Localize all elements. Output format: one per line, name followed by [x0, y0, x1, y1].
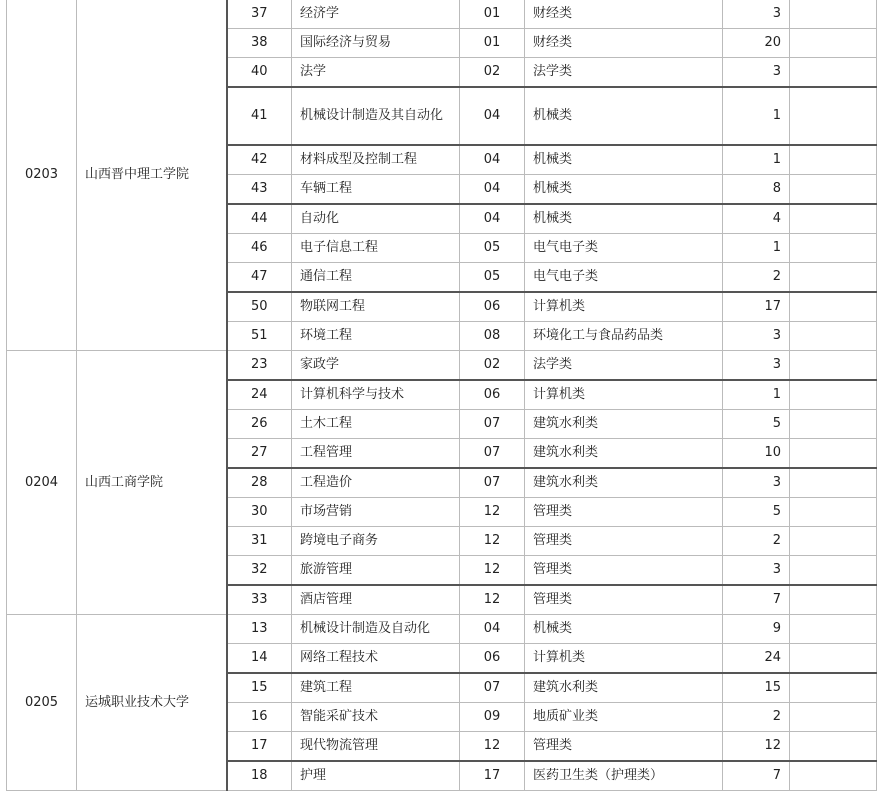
- category-name-cell: 电气电子类: [525, 263, 723, 293]
- major-name-cell: 建筑工程: [292, 673, 460, 703]
- category-code-cell: 04: [460, 87, 525, 145]
- major-name-cell: 法学: [292, 58, 460, 88]
- plan-count-cell: 7: [723, 585, 790, 615]
- category-name-cell: 机械类: [525, 175, 723, 205]
- plan-count-cell: 1: [723, 380, 790, 410]
- plan-count-cell: 7: [723, 761, 790, 791]
- category-code-cell: 17: [460, 761, 525, 791]
- major-name-cell: 市场营销: [292, 498, 460, 527]
- blank-cell: [790, 703, 877, 732]
- major-no-cell: 32: [227, 556, 292, 586]
- category-code-cell: 07: [460, 439, 525, 469]
- major-no-cell: 31: [227, 527, 292, 556]
- plan-count-cell: 3: [723, 351, 790, 381]
- category-name-cell: 管理类: [525, 585, 723, 615]
- category-code-cell: 06: [460, 644, 525, 674]
- category-name-cell: 机械类: [525, 87, 723, 145]
- major-no-cell: 27: [227, 439, 292, 469]
- admission-table: [6, 0, 877, 791]
- blank-cell: [790, 292, 877, 322]
- category-code-cell: 12: [460, 585, 525, 615]
- school-name-cell: 山西晋中理工学院: [77, 0, 227, 351]
- major-no-cell: 17: [227, 732, 292, 762]
- category-name-cell: 建筑水利类: [525, 439, 723, 469]
- category-name-cell: 计算机类: [525, 644, 723, 674]
- major-no-cell: 44: [227, 204, 292, 234]
- category-code-cell: 06: [460, 292, 525, 322]
- category-code-cell: 09: [460, 703, 525, 732]
- blank-cell: [790, 644, 877, 674]
- major-name-cell: 酒店管理: [292, 585, 460, 615]
- major-name-cell: 护理: [292, 761, 460, 791]
- blank-cell: [790, 87, 877, 145]
- blank-cell: [790, 0, 877, 29]
- category-name-cell: 地质矿业类: [525, 703, 723, 732]
- table-row: [7, 615, 877, 644]
- major-no-cell: 47: [227, 263, 292, 293]
- category-code-cell: 05: [460, 234, 525, 263]
- major-name-cell: 国际经济与贸易: [292, 29, 460, 58]
- blank-cell: [790, 556, 877, 586]
- plan-count-cell: 15: [723, 673, 790, 703]
- category-code-cell: 02: [460, 351, 525, 381]
- plan-count-cell: 2: [723, 703, 790, 732]
- category-name-cell: 计算机类: [525, 292, 723, 322]
- major-name-cell: 现代物流管理: [292, 732, 460, 762]
- category-code-cell: 01: [460, 29, 525, 58]
- major-no-cell: 28: [227, 468, 292, 498]
- category-code-cell: 07: [460, 468, 525, 498]
- blank-cell: [790, 615, 877, 644]
- major-no-cell: 16: [227, 703, 292, 732]
- category-code-cell: 04: [460, 204, 525, 234]
- major-name-cell: 自动化: [292, 204, 460, 234]
- category-name-cell: 环境化工与食品药品类: [525, 322, 723, 351]
- major-name-cell: 旅游管理: [292, 556, 460, 586]
- blank-cell: [790, 761, 877, 791]
- category-name-cell: 机械类: [525, 145, 723, 175]
- major-no-cell: 33: [227, 585, 292, 615]
- blank-cell: [790, 234, 877, 263]
- major-no-cell: 37: [227, 0, 292, 29]
- major-name-cell: 土木工程: [292, 410, 460, 439]
- school-name-cell: 山西工商学院: [77, 351, 227, 615]
- major-no-cell: 43: [227, 175, 292, 205]
- plan-count-cell: 2: [723, 527, 790, 556]
- blank-cell: [790, 175, 877, 205]
- category-code-cell: 08: [460, 322, 525, 351]
- major-name-cell: 车辆工程: [292, 175, 460, 205]
- category-code-cell: 12: [460, 498, 525, 527]
- blank-cell: [790, 322, 877, 351]
- major-name-cell: 电子信息工程: [292, 234, 460, 263]
- category-name-cell: 法学类: [525, 351, 723, 381]
- plan-count-cell: 3: [723, 0, 790, 29]
- major-no-cell: 51: [227, 322, 292, 351]
- major-name-cell: 机械设计制造及自动化: [292, 615, 460, 644]
- major-name-cell: 计算机科学与技术: [292, 380, 460, 410]
- major-no-cell: 40: [227, 58, 292, 88]
- blank-cell: [790, 410, 877, 439]
- category-name-cell: 建筑水利类: [525, 410, 723, 439]
- blank-cell: [790, 29, 877, 58]
- plan-count-cell: 20: [723, 29, 790, 58]
- major-name-cell: 机械设计制造及其自动化: [292, 87, 460, 145]
- major-name-cell: 材料成型及控制工程: [292, 145, 460, 175]
- plan-count-cell: 24: [723, 644, 790, 674]
- blank-cell: [790, 673, 877, 703]
- major-no-cell: 41: [227, 87, 292, 145]
- category-name-cell: 法学类: [525, 58, 723, 88]
- blank-cell: [790, 351, 877, 381]
- major-name-cell: 工程造价: [292, 468, 460, 498]
- major-no-cell: 30: [227, 498, 292, 527]
- major-no-cell: 14: [227, 644, 292, 674]
- blank-cell: [790, 380, 877, 410]
- category-code-cell: 01: [460, 0, 525, 29]
- plan-count-cell: 1: [723, 145, 790, 175]
- major-name-cell: 工程管理: [292, 439, 460, 469]
- category-name-cell: 管理类: [525, 556, 723, 586]
- major-name-cell: 网络工程技术: [292, 644, 460, 674]
- major-name-cell: 环境工程: [292, 322, 460, 351]
- category-code-cell: 12: [460, 732, 525, 762]
- category-name-cell: 医药卫生类（护理类）: [525, 761, 723, 791]
- category-name-cell: 建筑水利类: [525, 468, 723, 498]
- major-name-cell: 物联网工程: [292, 292, 460, 322]
- table-body: [7, 0, 877, 791]
- school-code-cell: 0205: [7, 615, 77, 791]
- table-row: [7, 0, 877, 29]
- major-no-cell: 50: [227, 292, 292, 322]
- major-name-cell: 智能采矿技术: [292, 703, 460, 732]
- category-name-cell: 机械类: [525, 615, 723, 644]
- major-no-cell: 38: [227, 29, 292, 58]
- blank-cell: [790, 204, 877, 234]
- plan-count-cell: 17: [723, 292, 790, 322]
- major-no-cell: 13: [227, 615, 292, 644]
- category-code-cell: 06: [460, 380, 525, 410]
- major-no-cell: 18: [227, 761, 292, 791]
- blank-cell: [790, 527, 877, 556]
- blank-cell: [790, 498, 877, 527]
- category-name-cell: 电气电子类: [525, 234, 723, 263]
- school-code-cell: 0203: [7, 0, 77, 351]
- blank-cell: [790, 732, 877, 762]
- plan-count-cell: 5: [723, 498, 790, 527]
- major-no-cell: 24: [227, 380, 292, 410]
- blank-cell: [790, 145, 877, 175]
- plan-count-cell: 3: [723, 322, 790, 351]
- plan-count-cell: 2: [723, 263, 790, 293]
- category-code-cell: 04: [460, 175, 525, 205]
- category-name-cell: 管理类: [525, 527, 723, 556]
- major-name-cell: 家政学: [292, 351, 460, 381]
- plan-count-cell: 3: [723, 58, 790, 88]
- category-code-cell: 02: [460, 58, 525, 88]
- major-no-cell: 26: [227, 410, 292, 439]
- plan-count-cell: 4: [723, 204, 790, 234]
- plan-count-cell: 3: [723, 468, 790, 498]
- major-name-cell: 通信工程: [292, 263, 460, 293]
- blank-cell: [790, 58, 877, 88]
- category-code-cell: 07: [460, 410, 525, 439]
- major-name-cell: 经济学: [292, 0, 460, 29]
- plan-count-cell: 1: [723, 87, 790, 145]
- plan-count-cell: 10: [723, 439, 790, 469]
- blank-cell: [790, 585, 877, 615]
- category-code-cell: 12: [460, 556, 525, 586]
- category-name-cell: 财经类: [525, 29, 723, 58]
- category-code-cell: 04: [460, 615, 525, 644]
- category-name-cell: 计算机类: [525, 380, 723, 410]
- major-no-cell: 15: [227, 673, 292, 703]
- category-code-cell: 04: [460, 145, 525, 175]
- plan-count-cell: 3: [723, 556, 790, 586]
- plan-count-cell: 9: [723, 615, 790, 644]
- category-name-cell: 机械类: [525, 204, 723, 234]
- major-no-cell: 23: [227, 351, 292, 381]
- blank-cell: [790, 439, 877, 469]
- major-no-cell: 46: [227, 234, 292, 263]
- school-code-cell: 0204: [7, 351, 77, 615]
- category-name-cell: 建筑水利类: [525, 673, 723, 703]
- category-name-cell: 财经类: [525, 0, 723, 29]
- plan-count-cell: 8: [723, 175, 790, 205]
- major-no-cell: 42: [227, 145, 292, 175]
- category-code-cell: 12: [460, 527, 525, 556]
- plan-count-cell: 1: [723, 234, 790, 263]
- plan-count-cell: 5: [723, 410, 790, 439]
- category-code-cell: 05: [460, 263, 525, 293]
- category-name-cell: 管理类: [525, 498, 723, 527]
- blank-cell: [790, 263, 877, 293]
- table-row: [7, 351, 877, 381]
- plan-count-cell: 12: [723, 732, 790, 762]
- category-code-cell: 07: [460, 673, 525, 703]
- blank-cell: [790, 468, 877, 498]
- major-name-cell: 跨境电子商务: [292, 527, 460, 556]
- school-name-cell: 运城职业技术大学: [77, 615, 227, 791]
- category-name-cell: 管理类: [525, 732, 723, 762]
